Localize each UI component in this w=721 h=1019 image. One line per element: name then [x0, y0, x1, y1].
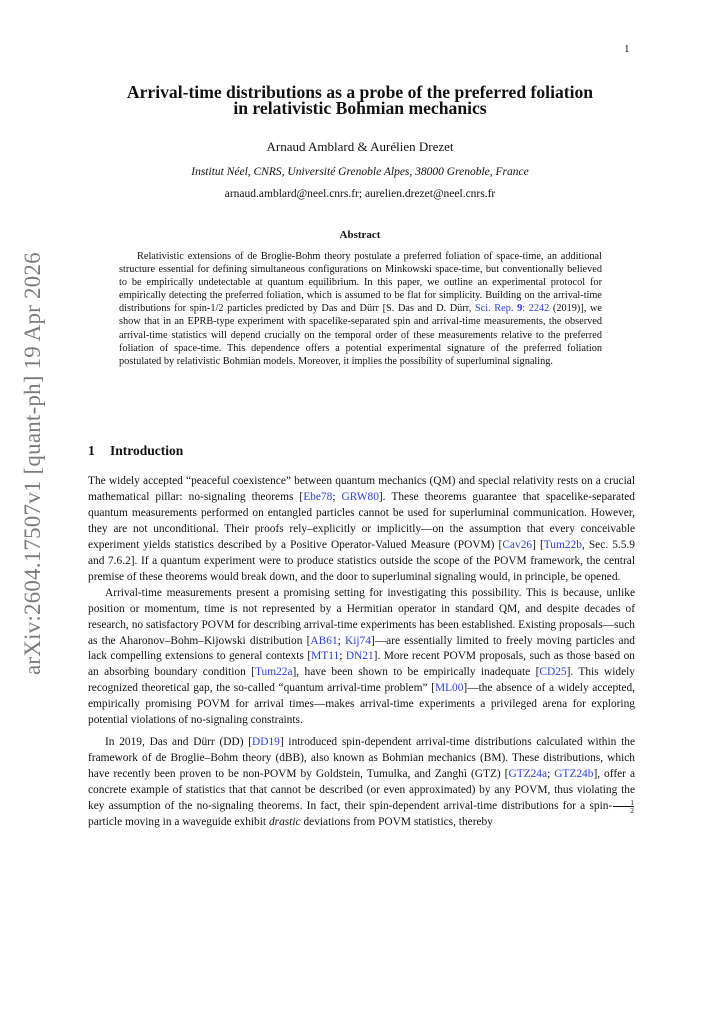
text-run: In 2019, Das and Dürr (DD) [ [105, 736, 253, 749]
text-run: ] introduced spin-dependent arrival-time distributions calculated within the framework of de Broglie–Bohm theory (dBB), also known as Bohmian mechanics (BM). These distributions, which have recently been proven to be non-POVM by Goldstein, Tumulka, and Zanghì (GTZ) [ [88, 736, 636, 781]
citation-link[interactable]: Cav26 [502, 538, 533, 551]
text-run: ; [339, 650, 346, 663]
arxiv-identifier: arXiv:2604.17507v1 [quant-ph] 19 Apr 2026 [20, 252, 45, 675]
fraction-numerator: 1 [630, 798, 634, 808]
text-run: The widely accepted “peaceful coexistence” between quantum mechanics (QM) and special relativity rests on a crucial mathematical pillar: no-signaling theorems [ [88, 475, 635, 503]
section-number: 1 [88, 443, 95, 458]
title-line-2: in relativistic Bohmian mechanics [233, 98, 487, 118]
citation-link[interactable]: Ebe78 [303, 490, 333, 503]
citation-link[interactable]: AB61 [310, 634, 338, 647]
text-run: ], offer a concrete example of statistics that that cannot be described (or even approximated) by any POVM, thus violating the key assumption of the no-signaling theorems. In fact, their spin-dependent arrival-time distributions for a spin- [88, 768, 635, 813]
paper-title [90, 84, 630, 116]
text-run: ]. More recent POVM proposals, such as those based on an absorbing boundary condition [ [88, 650, 635, 679]
text-run: particle moving in a waveguide exhibit [88, 816, 269, 829]
paragraph [88, 586, 635, 730]
text-run: ; [337, 634, 345, 647]
citation-link[interactable]: GTZ24b [554, 768, 594, 781]
paragraph [88, 474, 635, 586]
citation-link[interactable]: GRW80 [341, 490, 379, 503]
text-run: deviations from POVM statistics, thereby [300, 816, 493, 829]
text-run: ]—are essentially limited to freely moving particles and lack compelling extensions to general contexts [ [88, 634, 635, 663]
abstract-heading: Abstract [339, 229, 381, 241]
text-run: ; [547, 768, 555, 781]
citation-link[interactable]: MT11 [311, 650, 340, 663]
text-run: ] [ [532, 538, 544, 551]
citation-link[interactable]: GTZ24a [508, 768, 548, 781]
abstract-text-part: Relativistic extensions of de Broglie-Bohm theory postulate a preferred foliation of space-time, an additional structure essential for defining simultaneous configurations on Minkowski space-time, but conventionally believed to be empirically undetectable at quantum equilibrium. In this paper, we outline an experimental protocol for empirically detecting the preferred foliation, which is assumed to be flat for simplicity. Building on the arrival-time distributions for spin-1/2 particles predicted by Das and Dürr [S. Das and D. Dürr, [119, 251, 602, 315]
authors: Arnaud Amblard & Aurélien Drezet [266, 139, 454, 154]
section-title: Introduction [110, 443, 184, 458]
citation-link[interactable]: Kij74 [345, 634, 371, 647]
abstract-text [119, 250, 602, 368]
text-run: , Sec. 5.5.9 and 7.6.2]. If a quantum experiment were to produce statistics outside the scope of the POVM framework, the central premise of these theorems would break down, and the door to superluminal signaling would, in principle, be opened. [88, 538, 635, 583]
email-addresses: arnaud.amblard@neel.cnrs.fr; aurelien.drezet@neel.cnrs.fr [224, 188, 496, 200]
text-run: ]. This widely recognized theoretical gap, the so-called “quantum arrival-time problem” [ [88, 666, 635, 695]
body-text [88, 474, 635, 831]
citation-link[interactable]: ML00 [434, 682, 464, 695]
citation-link[interactable]: Tum22a [254, 666, 293, 679]
title-line-1: Arrival-time distributions as a probe of the preferred foliation [126, 82, 594, 102]
journal-volume[interactable]: 9 [517, 303, 523, 315]
emphasis: drastic [268, 816, 301, 829]
journal-name[interactable]: Sci. Rep. [474, 303, 514, 315]
text-run: ]. These theorems guarantee that spacelike-separated quantum measurements performed on entangled particles cannot be used for superluminal communication. However, they are not unconditional. Their proofs rely–explicitly or implicitly—on the assumption that every conceivable experiment yields statistics described by a Positive Operator-Valued Measure (POVM) [ [88, 490, 635, 551]
citation-link[interactable]: CD25 [539, 666, 567, 679]
journal-link[interactable] [475, 303, 549, 314]
abstract-text-part: (2019)], we show that in an EPRB-type experiment with spacelike-separated spin and arrival-time measurements, the observed arrival-time statistics will depend crucially on the temporal order of these measurements relative to the preferred foliation of space-time. This dependence offers a potential experimental signature of the preferred foliation postulated by relativistic Bohmian models. Moreover, it implies the possibility of superluminal signaling. [119, 303, 602, 367]
text-run: ; [332, 490, 342, 503]
fraction-one-half [613, 799, 634, 814]
text-run: ], have been shown to be empirically inadequate [ [292, 666, 540, 679]
text-run: Arrival-time measurements present a promising setting for investigating this possibility. This is because, unlike position or momentum, time is not represented by a Hermitian operator in standard QM, and despite decades of research, no satisfactory POVM for describing arrival-time experiments has been established. Existing proposals—such as the Aharonov–Bohm–Kijowski distribution [ [88, 586, 635, 647]
page-number: 1 [624, 43, 630, 55]
text-run: ]—the absence of a widely accepted, empirically promising POVM for arrival times—makes arrival-time experiments a privileged arena for exploring potential violations of no-signaling constraints. [88, 682, 635, 727]
fraction-denominator: 2 [613, 806, 634, 814]
paragraph [88, 735, 635, 831]
affiliation: Institut Néel, CNRS, Université Grenoble Alpes, 38000 Grenoble, France [191, 166, 529, 178]
journal-pages[interactable]: : 2242 [522, 303, 550, 315]
section-heading [88, 443, 183, 459]
citation-link[interactable]: DN21 [345, 650, 374, 663]
citation-link[interactable]: DD19 [252, 736, 280, 749]
citation-link[interactable]: Tum22b [543, 538, 582, 551]
